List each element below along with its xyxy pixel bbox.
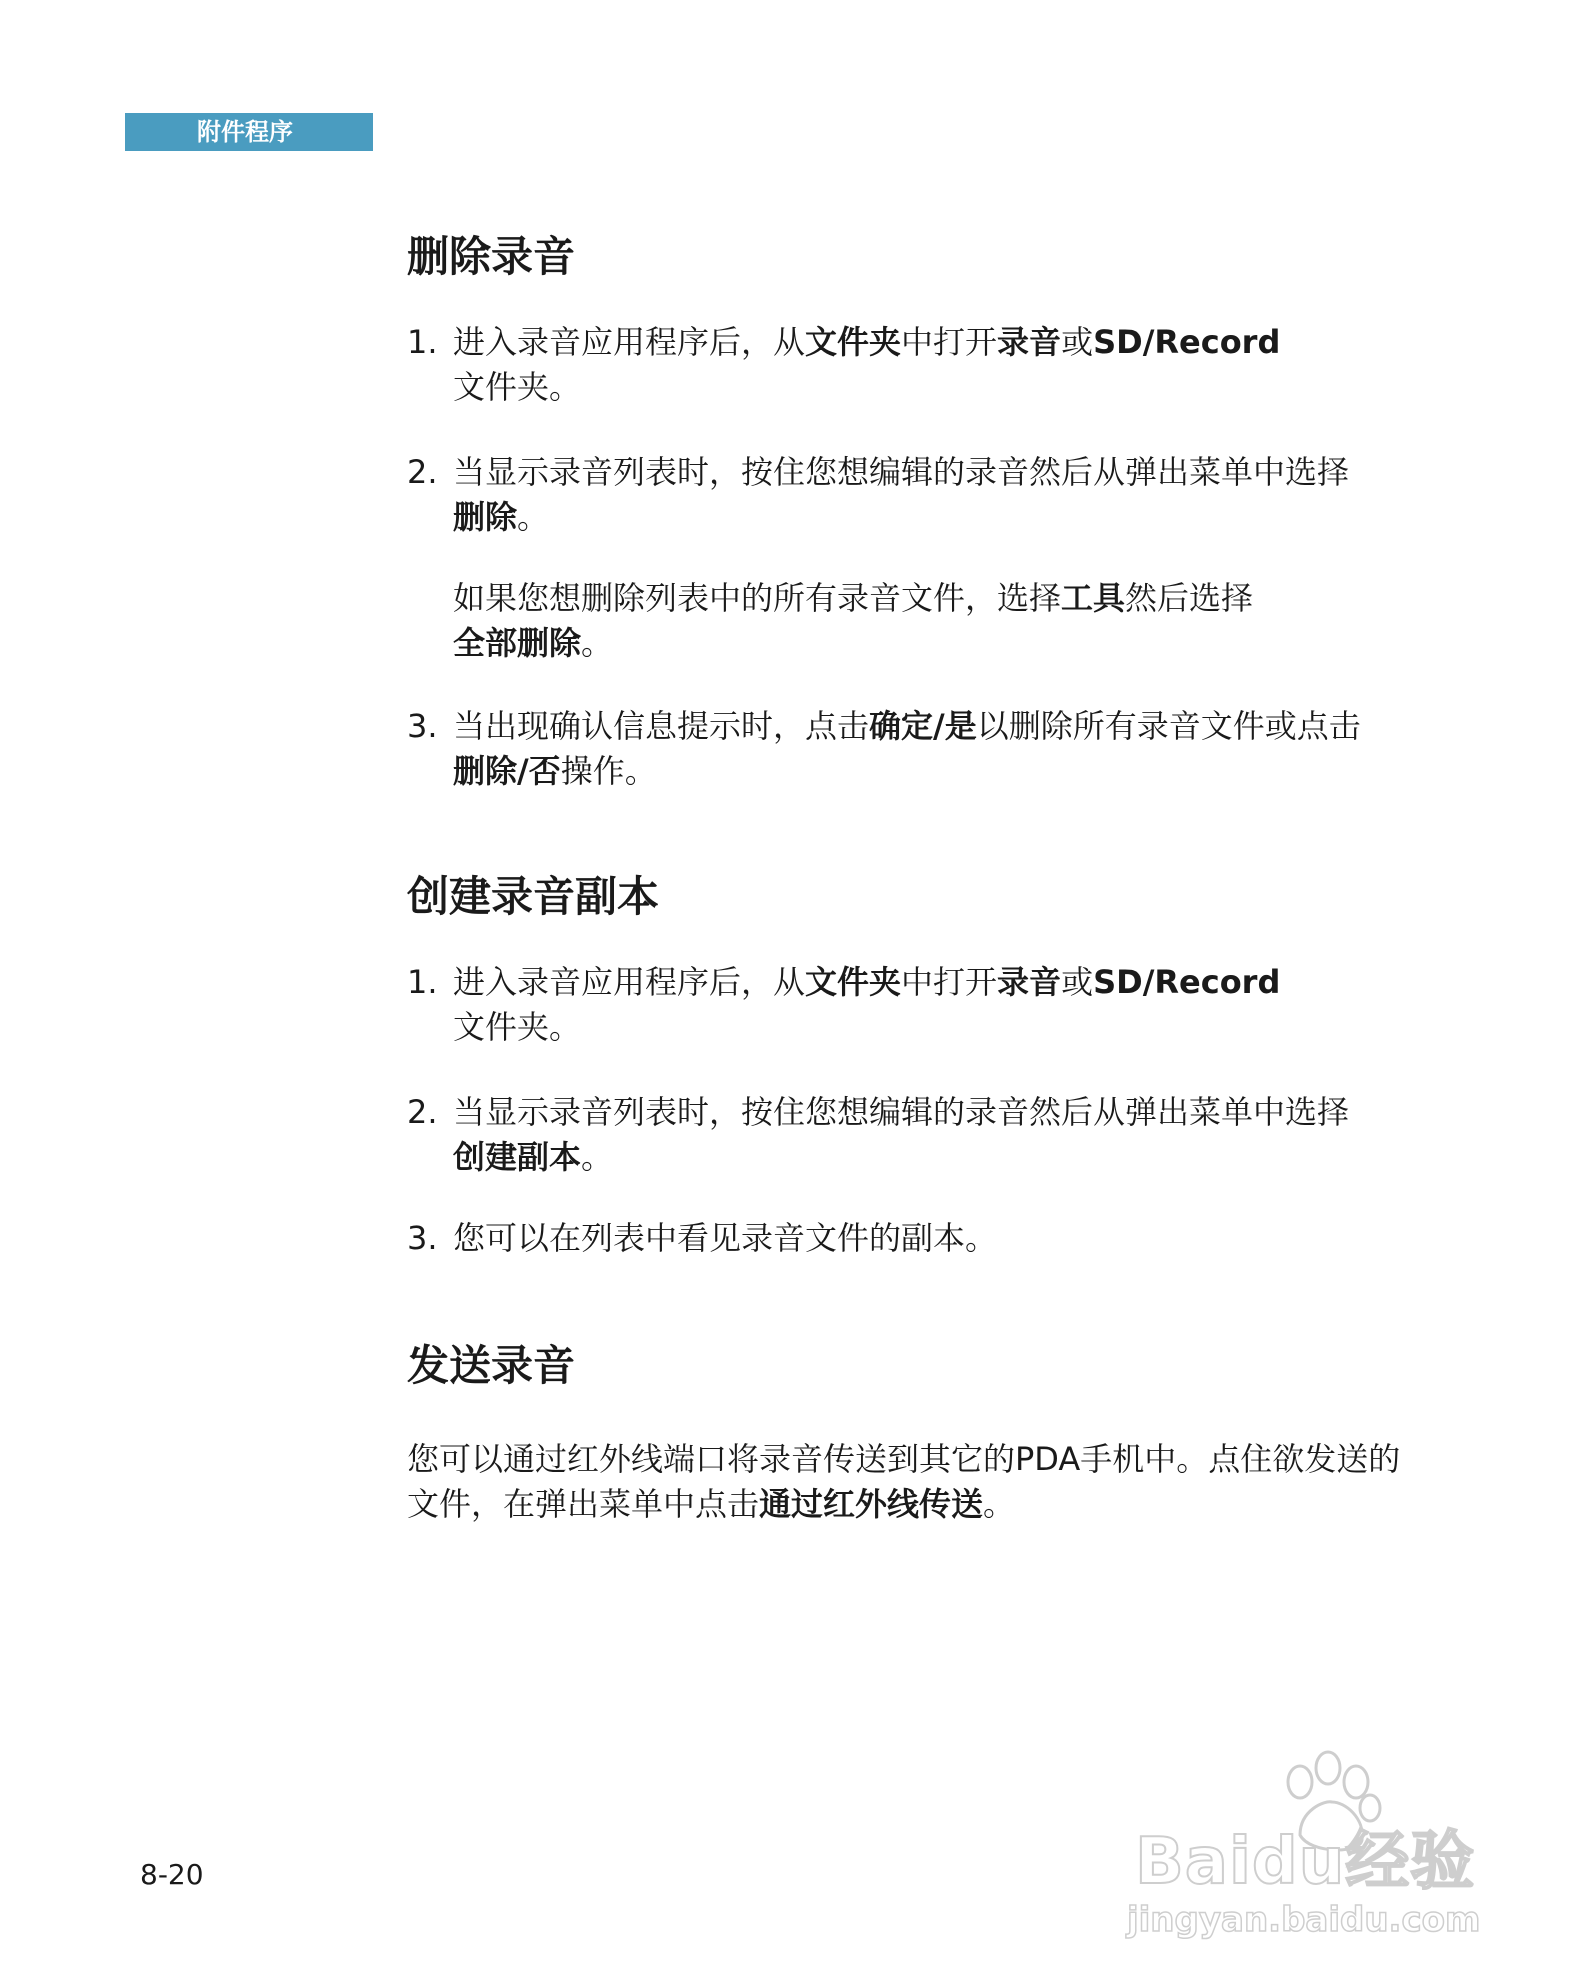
step	[407, 320, 1427, 410]
ui-term: 工具	[1061, 579, 1126, 617]
watermark-url: jingyan.baidu.com	[1127, 1900, 1481, 1940]
delete-all-note: 如果您想删除列表中的所有录音文件，选择工具然后选择 全部删除。	[453, 579, 1254, 662]
step	[407, 450, 1427, 540]
steps-delete-recording	[407, 320, 1427, 540]
step-number: 2.	[407, 453, 438, 491]
ui-term: 文件夹	[805, 323, 902, 361]
step	[407, 1216, 1427, 1261]
section-title-send-recording: 发送录音	[407, 1341, 576, 1390]
step	[407, 960, 1427, 1050]
chapter-tab-label: 附件程序	[197, 118, 293, 146]
ui-term: SD/Record	[1093, 323, 1281, 361]
step	[407, 1090, 1427, 1180]
step-number: 1.	[407, 323, 438, 361]
ui-term: 确定/是	[869, 707, 977, 745]
chapter-tab	[125, 113, 373, 151]
step-text: 当显示录音列表时，按住您想编辑的录音然后从弹出菜单中选择 创建副本。	[453, 1093, 1350, 1176]
step-number: 3.	[407, 1219, 438, 1257]
ui-term: 通过红外线传送	[759, 1485, 984, 1523]
step-number: 1.	[407, 963, 438, 1001]
step-number: 3.	[407, 707, 438, 745]
steps-copy-recording	[407, 960, 1427, 1261]
ui-term: 创建副本	[453, 1138, 582, 1176]
baidu-watermark	[1125, 1750, 1505, 1950]
section-title-copy-recording: 创建录音副本	[407, 872, 660, 921]
main-content	[407, 222, 1427, 1527]
steps-delete-recording-cont	[407, 704, 1427, 794]
section-title-delete-recording: 删除录音	[407, 232, 576, 281]
step-text: 当出现确认信息提示时，点击确定/是以删除所有录音文件或点击 删除/否操作。	[453, 707, 1361, 790]
ui-term: 录音	[997, 323, 1062, 361]
ui-term: 全部删除	[453, 624, 582, 662]
watermark-brand: Baidu经验	[1135, 1825, 1476, 1899]
ui-term: SD/Record	[1093, 963, 1281, 1001]
step-text: 进入录音应用程序后，从文件夹中打开录音或SD/Record 文件夹。	[453, 963, 1281, 1046]
step-text: 进入录音应用程序后，从文件夹中打开录音或SD/Record 文件夹。	[453, 323, 1281, 406]
step-text: 您可以在列表中看见录音文件的副本。	[453, 1219, 998, 1257]
step	[407, 704, 1427, 794]
page-number: 8-20	[140, 1858, 204, 1891]
ui-term: 录音	[997, 963, 1062, 1001]
ui-term: 文件夹	[805, 963, 902, 1001]
step-number: 2.	[407, 1093, 438, 1131]
ui-term: 删除/否	[453, 752, 561, 790]
send-recording-paragraph: 您可以通过红外线端口将录音传送到其它的PDA手机中。点住欲发送的文件，在弹出菜单中点击通过红外线传送。	[407, 1440, 1401, 1523]
ui-term: 删除	[453, 498, 518, 536]
step-text: 当显示录音列表时，按住您想编辑的录音然后从弹出菜单中选择 删除。	[453, 453, 1350, 536]
